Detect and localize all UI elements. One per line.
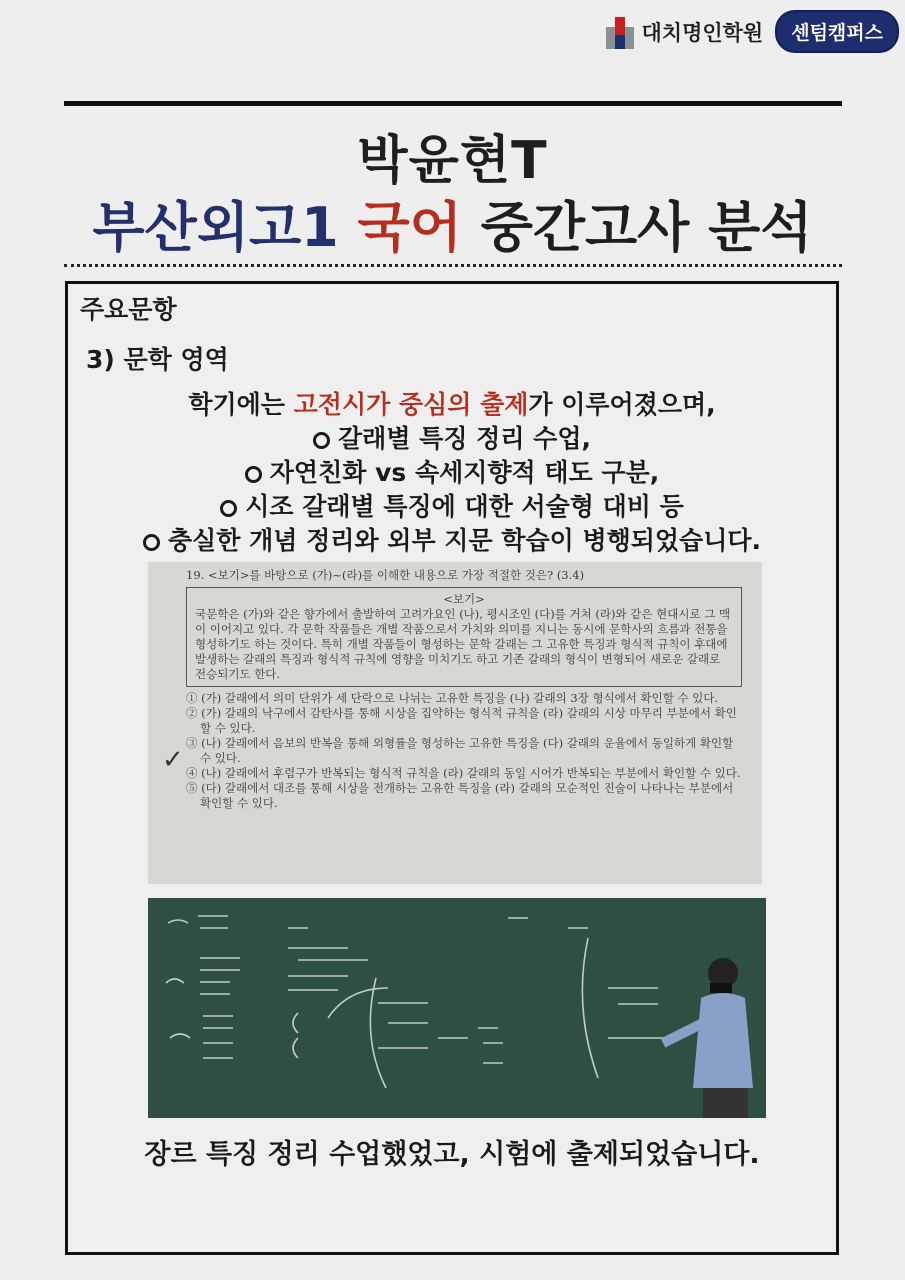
exam-option: ① (가) 갈래에서 의미 단위가 세 단락으로 나뉘는 고유한 특징을 (나) 갈래의 3장 형식에서 확인할 수 있다. [186, 691, 719, 705]
page-title-teacher: 박윤현T [357, 131, 548, 191]
photo-caption: 장르 특징 정리 수업했었고, 시험에 출제되었습니다. [144, 1139, 760, 1170]
classroom-photo [148, 898, 766, 1118]
exam-option: ⑤ (다) 갈래에서 대조를 통해 시상을 전개하는 고유한 특징을 (라) 갈래의 모순적인 진술이 나타나는 부분에서 확인할 수 있다. [186, 781, 734, 810]
exam-box-text: 국문학은 (가)와 같은 향가에서 출발하여 고려가요인 (나), 평시조인 (다)를 거쳐 (라)와 같은 현대시로 그 맥이 이어지고 있다. 각 문학 작품들은 개별 작품으로서 가치와 의미를 지니는 동시에 문학사의 흐름과 전통을 형성하기도 하는 것이다. 특히 개별 작품들이 형성하는 문학 갈래는 그 고유한 특징과 형식적 규칙이 후대에 발생하는 갈래의 특징과 형식적 규칙에 영향을 미치기도 하고 기존 갈래의 형식이 변형되어 새로운 갈래로 전승되기도 한다. [195, 607, 731, 681]
circle-bullet-icon [313, 432, 330, 449]
summary-lead: 학기에는 고전시가 중심의 출제가 이루어졌으며, [188, 390, 716, 419]
brand-name: 대치명인학원 [641, 20, 764, 45]
title-school: 부산외고1 [92, 196, 339, 259]
summary-bullet: 자연친화 vs 속세지향적 태도 구분, [68, 456, 836, 490]
top-divider [64, 101, 842, 106]
brand-header [606, 10, 900, 53]
exam-option: ④ (나) 갈래에서 후렴구가 반복되는 형식적 규칙을 (라) 갈래의 동일 시어가 반복되는 부분에서 확인할 수 있다. [186, 766, 741, 780]
section-subtitle: 3) 문학 영역 [86, 345, 229, 374]
exam-option: ② (가) 갈래의 낙구에서 감탄사를 통해 시상을 집약하는 형식적 규칙을 (라) 갈래의 시상 마무리 부분에서 확인할 수 있다. [186, 706, 737, 735]
content-box [65, 281, 839, 1255]
circle-bullet-icon [220, 500, 237, 517]
circle-bullet-icon [143, 534, 160, 551]
circle-bullet-icon [245, 466, 262, 483]
check-mark-icon: ✓ [162, 745, 184, 775]
summary-highlight: 고전시가 중심의 출제 [293, 390, 529, 419]
title-exam: 중간고사 분석 [480, 196, 813, 259]
summary-bullet: 시조 갈래별 특징에 대한 서술형 대비 등 [68, 490, 836, 524]
exam-option: ③ (나) 갈래에서 음보의 반복을 통해 외형률을 형성하는 고유한 특징을 (다) 갈래의 운율에서 동일하게 확인할 수 있다. [186, 736, 734, 765]
section-title: 주요문항 [80, 295, 177, 324]
page-title-subject [0, 185, 905, 262]
exam-question-image [148, 562, 762, 884]
campus-badge: 센텀캠퍼스 [775, 10, 899, 53]
dotted-divider [64, 264, 842, 267]
exam-question: 19. <보기>를 바탕으로 (가)~(라)를 이해한 내용으로 가장 적절한 것은? (3.4) [186, 568, 585, 582]
title-subject: 국어 [357, 196, 462, 259]
blackboard-illustration [148, 898, 766, 1118]
summary-text [68, 388, 836, 558]
exam-reference-box [186, 587, 742, 687]
summary-bullet: 충실한 개념 정리와 외부 지문 학습이 병행되었습니다. [68, 524, 836, 558]
exam-box-title: <보기> [443, 592, 485, 606]
summary-bullet: 갈래별 특징 정리 수업, [68, 422, 836, 456]
logo-icon [606, 15, 634, 49]
